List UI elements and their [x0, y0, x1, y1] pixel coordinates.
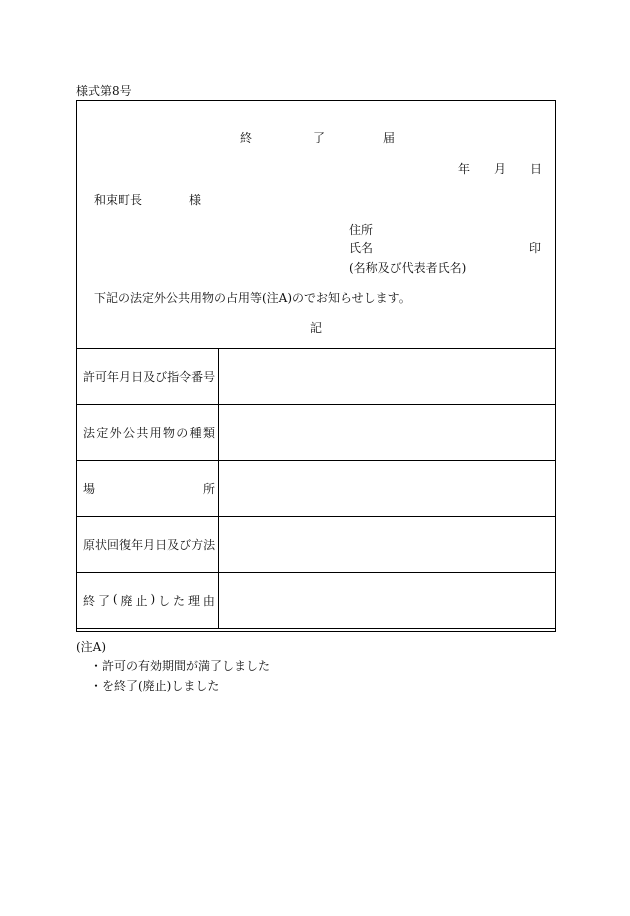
row-label-char: び — [179, 538, 192, 552]
row-label-char: 月 — [119, 370, 132, 384]
row-label-text — [83, 424, 215, 441]
note-item: ・許可の有効期間が満了しました — [90, 659, 271, 673]
row-label-char: 年 — [131, 538, 144, 552]
row-label-char: 廃 — [120, 594, 133, 608]
table-row — [77, 573, 556, 629]
row-label-char: 回 — [107, 538, 120, 552]
row-label-char: 可 — [95, 370, 108, 384]
row-label — [77, 349, 219, 405]
row-label-char: 法 — [203, 538, 216, 552]
name-label: 氏名 — [349, 241, 374, 255]
note-item: ・を終了(廃止)しました — [90, 679, 220, 693]
date-line — [77, 162, 555, 176]
row-label-char: 公 — [122, 426, 135, 440]
table-row — [77, 349, 556, 405]
row-label-char: 原 — [83, 538, 96, 552]
row-label-char: 類 — [202, 426, 215, 440]
row-label-char: 物 — [162, 426, 175, 440]
row-label-char: 場 — [83, 482, 96, 496]
row-label-char: 所 — [202, 482, 215, 496]
row-label-char: 由 — [202, 594, 215, 608]
row-label-char: 年 — [107, 370, 120, 384]
row-label-char: 指 — [167, 370, 180, 384]
table-row — [77, 517, 556, 573]
addressee-honorific: 様 — [189, 193, 202, 207]
row-label-text — [83, 536, 215, 553]
row-label-char: 及 — [167, 538, 180, 552]
seal-mark: 印 — [529, 241, 542, 255]
row-label-char: 種 — [189, 426, 202, 440]
row-label-char: し — [158, 594, 171, 608]
row-label-char: 用 — [149, 426, 162, 440]
row-label-char: 外 — [109, 426, 122, 440]
row-value-field[interactable] — [219, 461, 556, 517]
row-label-text — [83, 592, 215, 609]
row-label — [77, 517, 219, 573]
row-value-field[interactable] — [219, 405, 556, 461]
row-label-char: ) — [150, 592, 156, 606]
row-label — [77, 461, 219, 517]
row-label-char: 月 — [143, 538, 156, 552]
row-label-char: 日 — [131, 370, 144, 384]
address-label: 住所 — [349, 223, 374, 237]
row-label-char: 復 — [119, 538, 132, 552]
row-label — [77, 573, 219, 629]
row-label-char: び — [155, 370, 168, 384]
ki-heading: 記 — [309, 321, 322, 335]
title-char: 終 — [240, 131, 253, 145]
row-label-char: 号 — [203, 370, 216, 384]
row-label-char: 番 — [191, 370, 204, 384]
note-heading: (注A) — [76, 640, 107, 654]
row-label — [77, 405, 219, 461]
row-value-field[interactable] — [219, 573, 556, 629]
title-char: 届 — [383, 131, 396, 145]
row-label-char: 理 — [187, 594, 200, 608]
row-label-char: 法 — [83, 426, 96, 440]
title-char: 了 — [313, 131, 326, 145]
row-label-char: ( — [112, 592, 118, 606]
row-label-char: た — [173, 594, 186, 608]
row-label-text — [83, 368, 215, 385]
row-label-char: 令 — [179, 370, 192, 384]
representative-note: (名称及び代表者氏名) — [349, 261, 467, 275]
row-label-char: 共 — [136, 426, 149, 440]
row-label-text — [83, 480, 215, 497]
row-label-char: 止 — [135, 594, 148, 608]
date-year: 年 — [458, 162, 471, 176]
row-label-char: 定 — [96, 426, 109, 440]
addressee: 和束町長 — [94, 193, 143, 207]
form-frame — [76, 100, 556, 632]
row-label-char: 方 — [191, 538, 204, 552]
table-row — [77, 405, 556, 461]
row-label-char: 状 — [95, 538, 108, 552]
row-label-char: 及 — [143, 370, 156, 384]
details-table — [76, 348, 556, 629]
form-title — [77, 131, 555, 145]
row-label-char: 終 — [83, 594, 96, 608]
row-label-char: の — [176, 426, 189, 440]
form-number: 様式第8号 — [76, 84, 132, 98]
row-value-field[interactable] — [219, 517, 556, 573]
notice-text: 下記の法定外公共用物の占用等(注A)のでお知らせします。 — [94, 291, 411, 305]
date-month: 月 — [494, 162, 507, 176]
row-label-char: 許 — [83, 370, 96, 384]
row-label-char: 日 — [155, 538, 168, 552]
table-row — [77, 461, 556, 517]
row-value-field[interactable] — [219, 349, 556, 405]
row-label-char: 了 — [97, 594, 110, 608]
date-day: 日 — [530, 162, 543, 176]
